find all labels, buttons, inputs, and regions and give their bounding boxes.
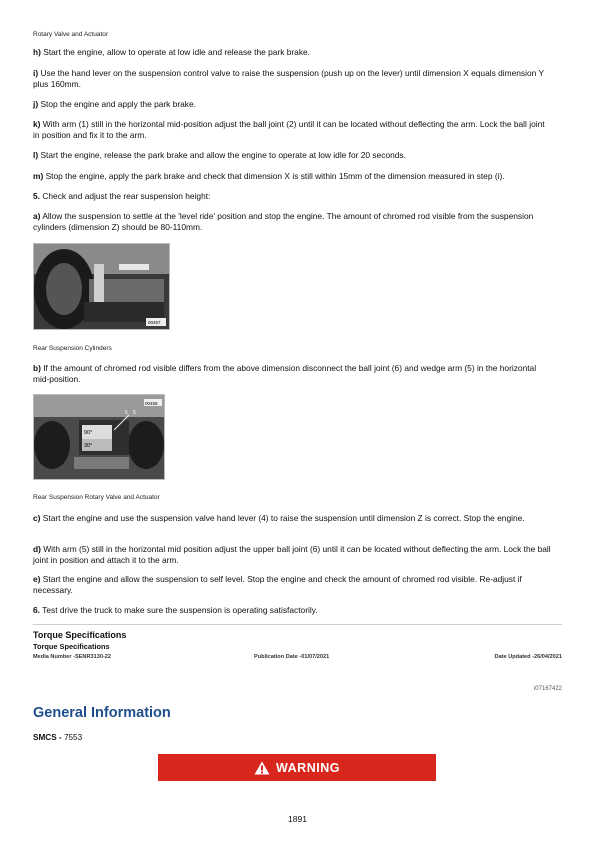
page-number: 1891 [287,814,308,824]
step-6: 6. Test drive the truck to make sure the suspension is operating satisfactorily. [33,605,318,615]
callout-6: 6 [133,410,136,416]
step-k: k) With arm (1) still in the horizontal mid-position adjust the ball joint (2) until it can be located without deflecting the arm. Lock the ball joint in position and fix it to the arm. [33,119,545,140]
step-e: e) Start the engine and allow the suspension to self level. Stop the engine and check the amount of chromed rod visible. Re-adjust if necessary. [33,574,522,595]
torque-subtitle: Torque Specifications [33,642,110,651]
photo-tag-1: 00457 [148,320,161,325]
warning-label: WARNING [276,760,340,775]
step-c: c) Start the engine and use the suspension valve hand lever (4) to raise the suspension until dimension Z is correct. Stop the engine. [33,513,525,523]
document-ref-id: i07167422 [533,686,562,692]
step-5: 5. Check and adjust the rear suspension height: [33,191,211,201]
step-a: a) Allow the suspension to settle at the 'level ride' position and stop the engine. The amount of chromed rod visible from the suspension cylinders (dimension Z) should be 80-110mm. [33,211,534,232]
angle-label-30: 30° [84,443,93,449]
section-header: Rotary Valve and Actuator [33,31,109,38]
torque-title: Torque Specifications [33,630,127,640]
date-updated: Date Updated -26/04/2021 [494,654,562,660]
photo-illustration [34,395,164,479]
angle-label-90: 90° [84,430,93,436]
rear-suspension-rotary-valve-photo [33,394,165,480]
step-b: b) If the amount of chromed rod visible differs from the above dimension disconnect the ball joint (6) and wedge arm (5) in the horizontal mid-position. [33,363,537,384]
media-number: Media Number -SENR3130-22 [33,654,112,660]
step-d: d) With arm (5) still in the horizontal mid position adjust the upper ball joint (6) until it can be located without deflecting the arm. Lock the ball joint in position and attach it to the arm. [33,544,551,565]
figure-caption-1: Rear Suspension Cylinders [33,345,112,352]
step-m: m) Stop the engine, apply the park brake and check that dimension X is still within 15mm of the dimension measured in step (i). [33,171,505,181]
warning-banner [158,754,436,781]
step-i: i) Use the hand lever on the suspension control valve to raise the suspension (push up on the lever) until dimension X equals dimension Y plus 160mm. [33,68,544,89]
publication-date: Publication Date -01/07/2021 [254,654,330,660]
general-information-heading: General Information [33,705,171,721]
callout-5: 5 [125,410,128,416]
smcs-code: SMCS - 7553 [33,733,83,742]
step-h: h) Start the engine, allow to operate at low idle and release the park brake. [33,47,311,57]
section-divider [33,624,562,625]
warning-triangle-icon [254,761,270,775]
step-l: l) Start the engine, release the park brake and allow the engine to operate at low idle for 20 seconds. [33,150,406,160]
rear-suspension-cylinders-photo [33,243,170,330]
step-j: j) Stop the engine and apply the park brake. [33,99,196,109]
photo-illustration [34,244,169,329]
photo-tag-2: 00458 [145,401,158,406]
figure-caption-2: Rear Suspension Rotary Valve and Actuator [33,494,160,501]
